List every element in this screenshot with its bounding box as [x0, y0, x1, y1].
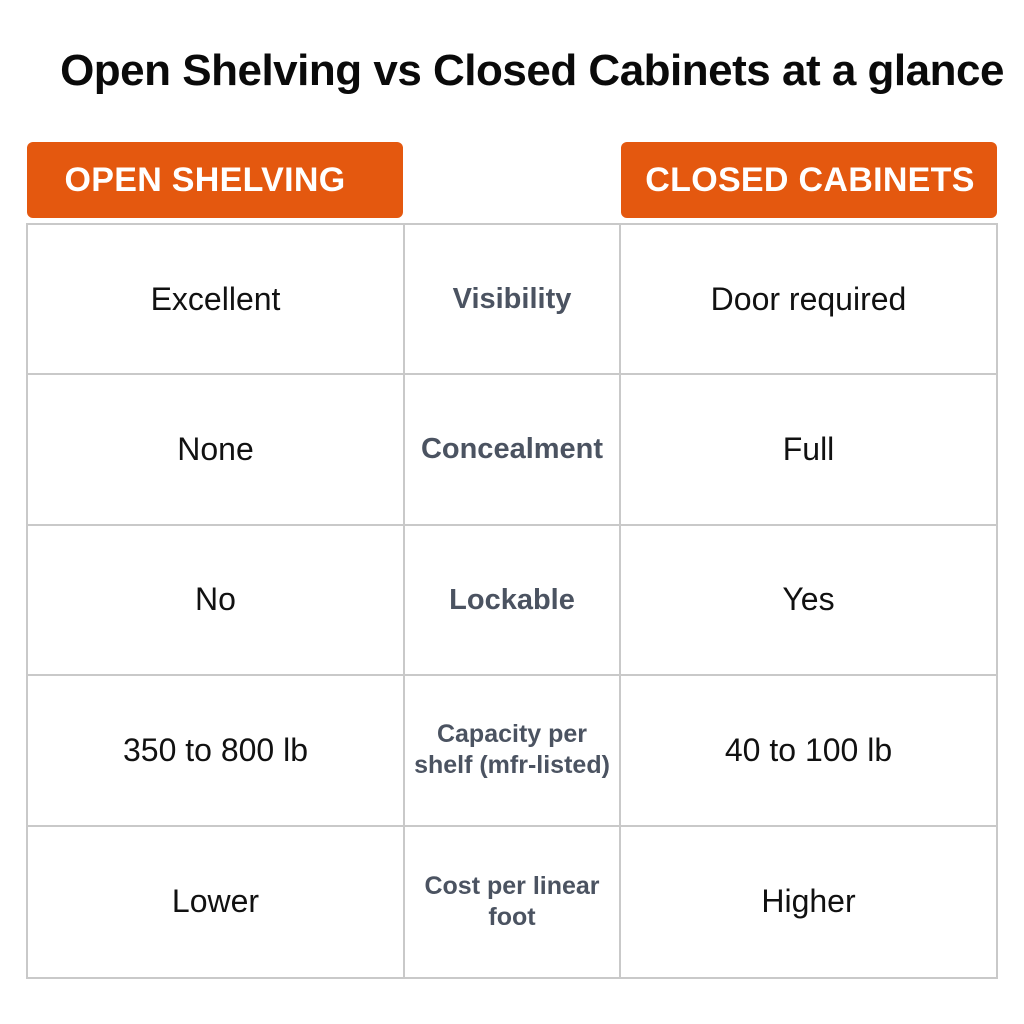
table-cell-feature: [405, 526, 621, 676]
feature-label: Capacity per shelf (mfr-listed): [414, 720, 610, 780]
feature-label: Concealment: [420, 433, 604, 466]
table-cell-open: [28, 827, 405, 977]
table-cell-open: [28, 676, 405, 826]
page-title: Open Shelving vs Closed Cabinets at a glance: [60, 46, 1004, 95]
table-cell-closed: [621, 827, 996, 977]
closed-value: Higher: [761, 883, 856, 920]
open-shelving-header: OPEN SHELVING: [27, 142, 403, 218]
feature-label: Visibility: [452, 283, 572, 316]
table-cell-open: [28, 225, 405, 375]
table-cell-feature: [405, 225, 621, 375]
open-value: 350 to 800 lb: [122, 731, 309, 768]
feature-label: Cost per linear foot: [424, 871, 600, 931]
table-cell-open: [28, 375, 405, 525]
table-cell-open: [28, 526, 405, 676]
table-cell-closed: [621, 375, 996, 525]
closed-value: Full: [782, 431, 835, 468]
table-cell-closed: [621, 526, 996, 676]
closed-cabinets-header: CLOSED CABINETS: [621, 142, 997, 218]
open-value: None: [177, 431, 254, 468]
table-cell-feature: [405, 375, 621, 525]
table-cell-closed: [621, 676, 996, 826]
feature-label: Lockable: [449, 583, 575, 616]
open-value: Excellent: [150, 280, 281, 317]
closed-value: Yes: [782, 581, 835, 618]
comparison-table: [26, 223, 998, 979]
table-cell-closed: [621, 225, 996, 375]
table-cell-feature: [405, 827, 621, 977]
open-value: Lower: [171, 883, 260, 920]
closed-value: 40 to 100 lb: [724, 731, 893, 768]
closed-value: Door required: [710, 280, 907, 317]
open-value: No: [195, 581, 236, 618]
table-cell-feature: [405, 676, 621, 826]
